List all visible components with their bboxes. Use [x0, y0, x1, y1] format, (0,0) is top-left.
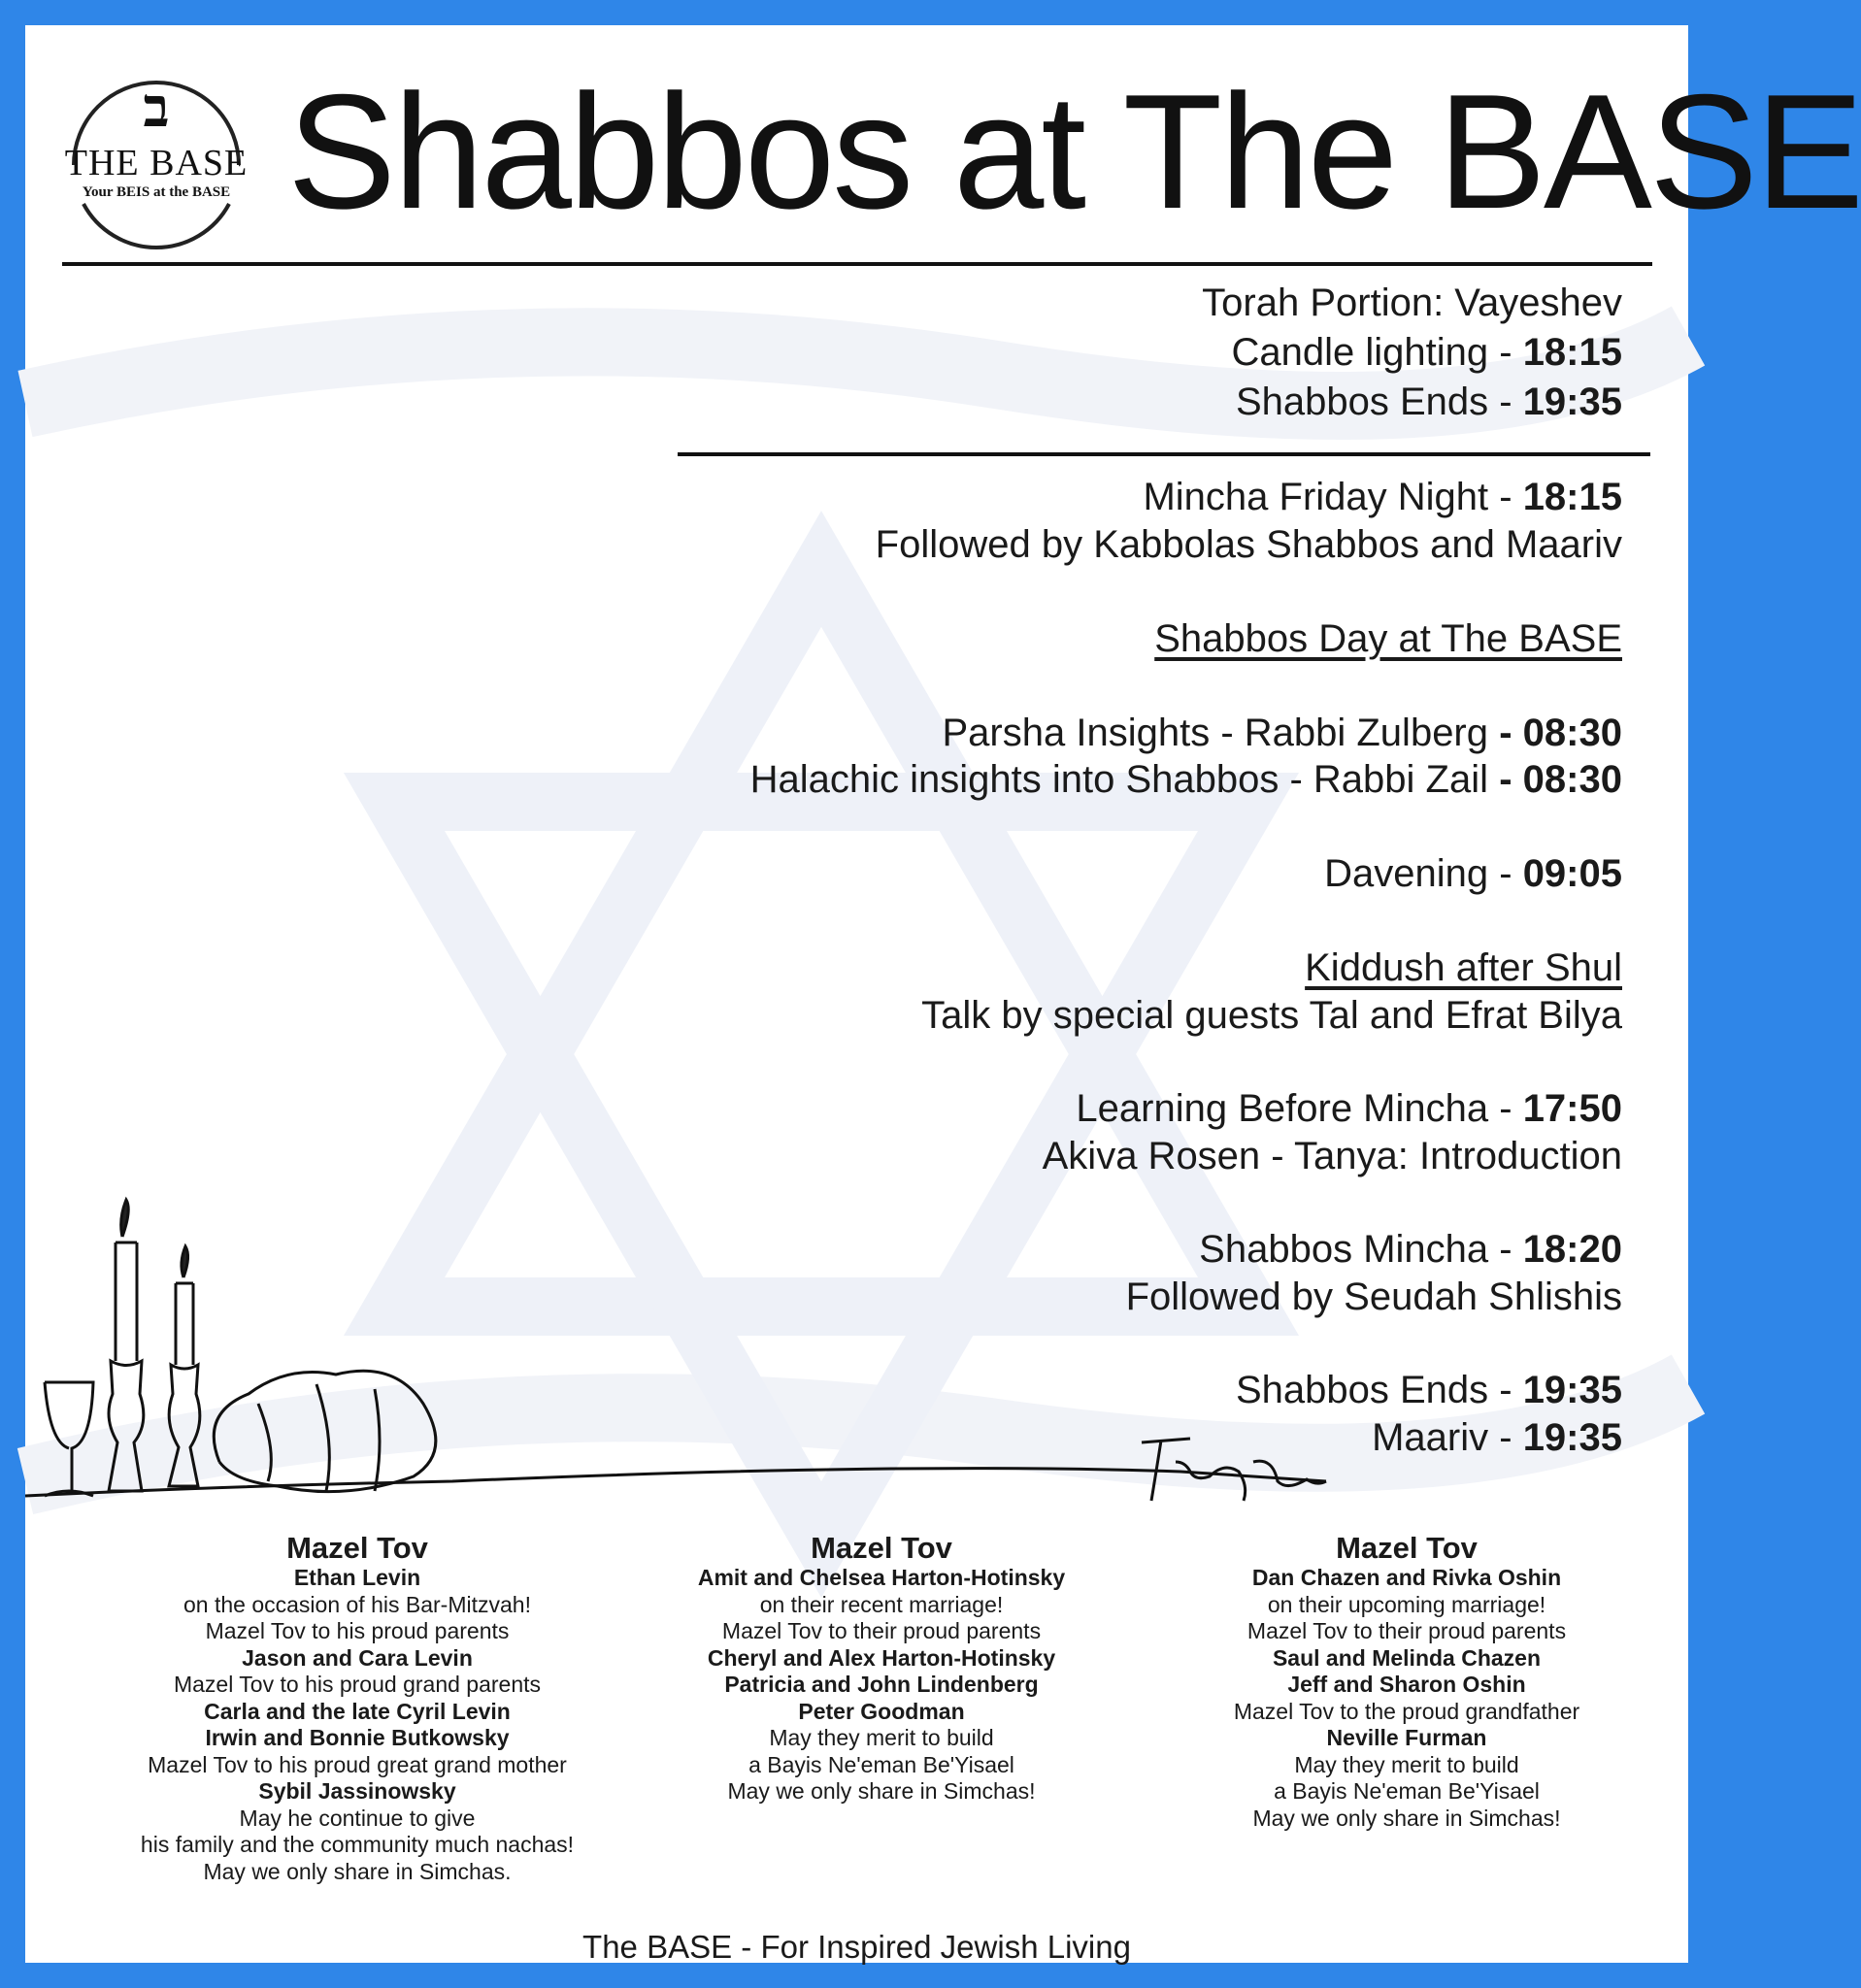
mazel-tov-lines [95, 1565, 619, 1885]
mincha-followed: Followed by Seudah Shlishis [1125, 1276, 1622, 1318]
shabbos-table-sketch [25, 1171, 1688, 1540]
mid-divider [678, 452, 1650, 456]
page-title: Shabbos at The BASE [287, 60, 1861, 243]
honoree-name: Jason and Cara Levin [242, 1644, 473, 1671]
maariv: Maariv - 19:35 [1372, 1416, 1622, 1459]
mazel-tov-line: on the occasion of his Bar-Mitzvah! [183, 1591, 531, 1617]
learning-speaker: Akiva Rosen - Tanya: Introduction [1042, 1135, 1622, 1177]
mazel-tov-line: on their recent marriage! [759, 1591, 1004, 1617]
shabbos-day-heading: Shabbos Day at The BASE [1154, 617, 1622, 660]
mazel-tov-line: Mazel Tov to his proud parents [205, 1618, 510, 1643]
mazel-tov-lines [619, 1565, 1144, 1806]
mazel-tov-chazen-oshin [1145, 1532, 1669, 1832]
honoree-name: Jeff and Sharon Oshin [1287, 1672, 1526, 1697]
shabbos-ends-top: Shabbos Ends - 19:35 [1235, 381, 1622, 423]
honoree-name: Saul and Melinda Chazen [1272, 1644, 1542, 1671]
honoree-name: Neville Furman [1326, 1725, 1487, 1750]
kiddush-talk: Talk by special guests Tal and Efrat Bilya [921, 994, 1622, 1037]
mazel-tov-harton-hotinsky [619, 1532, 1144, 1806]
kiddush-heading: Kiddush after Shul [1305, 946, 1622, 989]
footer-tagline: The BASE - For Inspired Jewish Living [582, 1929, 1131, 1965]
davening: Davening - 09:05 [1324, 852, 1622, 895]
mazel-tov-line: Mazel Tov to his proud great grand mother [148, 1751, 567, 1777]
honoree-name: Cheryl and Alex Harton-Hotinsky [707, 1644, 1056, 1671]
honoree-name: Carla and the late Cyril Levin [204, 1698, 511, 1724]
mazel-tov-line: Mazel Tov to their proud parents [1246, 1618, 1567, 1643]
top-divider [62, 262, 1652, 266]
torah-portion: Torah Portion: Vayeshev [1202, 282, 1622, 324]
mazel-tov-line: his family and the community much nachas! [140, 1832, 575, 1857]
mazel-tov-line: a Bayis Ne'eman Be'Yisael [748, 1751, 1014, 1777]
honoree-name: Patricia and John Lindenberg [724, 1672, 1039, 1697]
logo-tagline: Your BEIS at the BASE [82, 184, 231, 200]
mazel-tov-heading: Mazel Tov [286, 1531, 428, 1565]
mazel-tov-line: May they merit to build [769, 1725, 994, 1750]
logo-glyph: ב [143, 76, 170, 140]
honoree-name: Irwin and Bonnie Butkowsky [205, 1725, 510, 1750]
mazel-tov-line: May he continue to give [239, 1805, 476, 1831]
mazel-tov-line: May they merit to build [1294, 1751, 1519, 1777]
mazel-tov-line: a Bayis Ne'eman Be'Yisael [1274, 1778, 1540, 1804]
mazel-tov-heading: Mazel Tov [1336, 1531, 1478, 1565]
mazel-tov-lines [1145, 1565, 1669, 1832]
logo-name: THE BASE [64, 143, 249, 183]
mazel-tov-line: May we only share in Simchas! [1252, 1805, 1561, 1831]
mazel-tov-line: May we only share in Simchas. [203, 1858, 512, 1884]
honoree-name: Amit and Chelsea Harton-Hotinsky [697, 1565, 1066, 1590]
mazel-tov-line: Mazel Tov to the proud grandfather [1233, 1698, 1580, 1724]
mazel-tov-line: on their upcoming marriage! [1267, 1591, 1546, 1617]
shabbos-ends: Shabbos Ends - 19:35 [1235, 1369, 1622, 1411]
candle-lighting: Candle lighting - 18:15 [1231, 331, 1622, 374]
shabbos-mincha: Shabbos Mincha - 18:20 [1199, 1228, 1622, 1271]
honoree-name: Sybil Jassinowsky [258, 1778, 456, 1804]
mazel-tov-line: May we only share in Simchas! [727, 1778, 1036, 1804]
mazel-tov-levin [95, 1532, 619, 1885]
halachic-insights: Halachic insights into Shabbos - Rabbi Zail - 08:30 [749, 758, 1622, 801]
flyer [25, 25, 1861, 1965]
honoree-name: Ethan Levin [293, 1565, 421, 1590]
mincha-friday: Mincha Friday Night - 18:15 [1143, 476, 1622, 518]
mazel-tov-line: Mazel Tov to his proud grand parents [173, 1672, 542, 1697]
honoree-name: Peter Goodman [798, 1698, 965, 1724]
mazel-tov-heading: Mazel Tov [811, 1531, 952, 1565]
friday-followed: Followed by Kabbolas Shabbos and Maariv [875, 523, 1622, 566]
parsha-insights: Parsha Insights - Rabbi Zulberg - 08:30 [942, 712, 1622, 754]
honoree-name: Dan Chazen and Rivka Oshin [1251, 1565, 1562, 1590]
learning-before-mincha: Learning Before Mincha - 17:50 [1076, 1087, 1622, 1130]
mazel-tov-line: Mazel Tov to their proud parents [721, 1618, 1042, 1643]
